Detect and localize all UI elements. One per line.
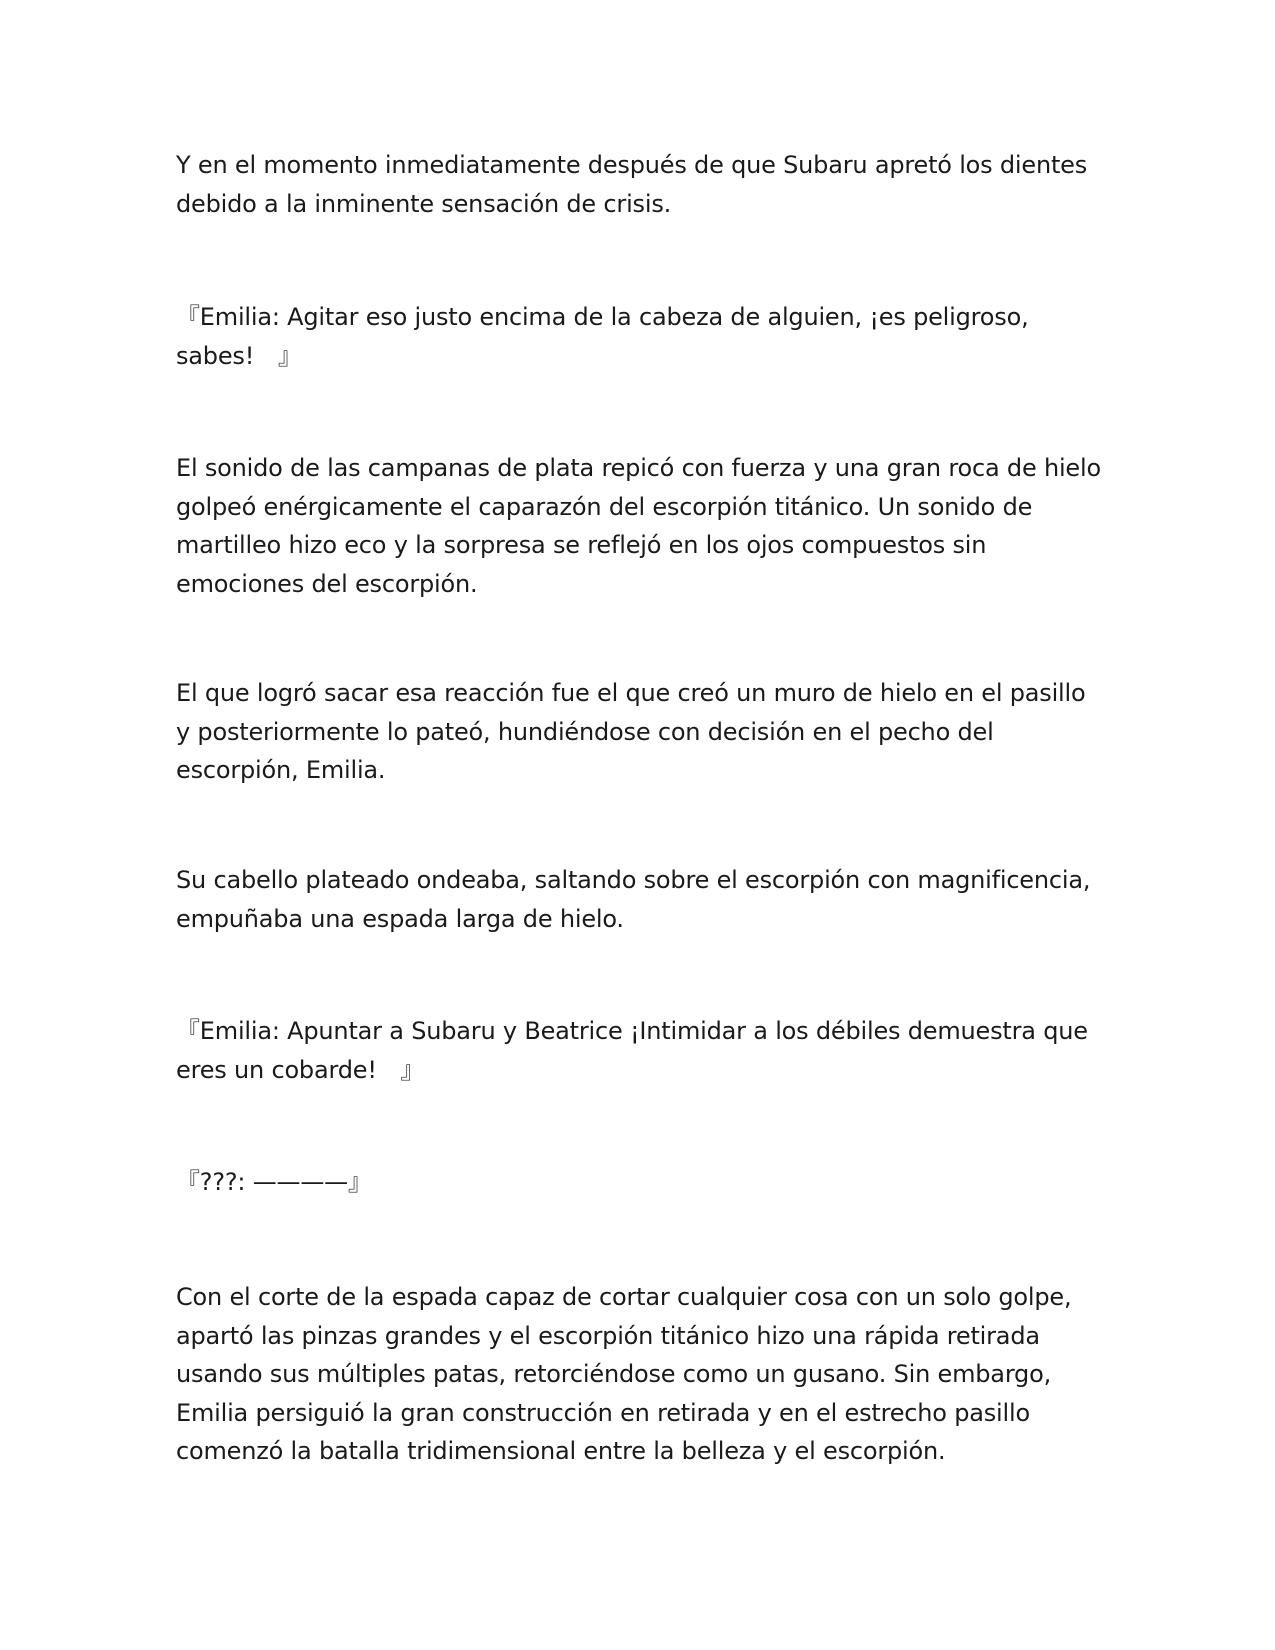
paragraph-narration-4: Su cabello plateado ondeaba, saltando sobre el escorpión con magnificencia, empuñaba una espada larga de hielo. — [176, 866, 1091, 933]
paragraph-narration-1: Y en el momento inmediatamente después de que Subaru apretó los dientes debido a la inminente sensación de crisis. — [176, 151, 1088, 218]
paragraph-dialogue-emilia-1: 『Emilia: Agitar eso justo encima de la cabeza de alguien, ¡es peligroso, sabes! 』 — [176, 303, 1029, 370]
paragraph-dialogue-emilia-2: 『Emilia: Apuntar a Subaru y Beatrice ¡Intimidar a los débiles demuestra que eres un cobarde! 』 — [176, 1017, 1088, 1084]
paragraph-narration-2: El sonido de las campanas de plata repicó con fuerza y una gran roca de hielo golpeó enérgicamente el caparazón del escorpión titánico. Un sonido de martilleo hizo eco y la sorpresa se reflejó en los ojos compuestos sin emociones del escorpión. — [176, 454, 1101, 598]
paragraph-dialogue-unknown: 『???: ————』 — [176, 1168, 372, 1196]
paragraph-narration-5: Con el corte de la espada capaz de cortar cualquier cosa con un solo golpe, apartó las pinzas grandes y el escorpión titánico hizo una rápida retirada usando sus múltiples patas, retorciéndose como un gusano. Sin embargo, Emilia persiguió la gran construcción en retirada y en el estrecho pasillo comenzó la batalla tridimensional entre la belleza y el escorpión. — [176, 1283, 1072, 1465]
paragraph-narration-3: El que logró sacar esa reacción fue el que creó un muro de hielo en el pasillo y posteriormente lo pateó, hundiéndose con decisión en el pecho del escorpión, Emilia. — [176, 679, 1086, 784]
